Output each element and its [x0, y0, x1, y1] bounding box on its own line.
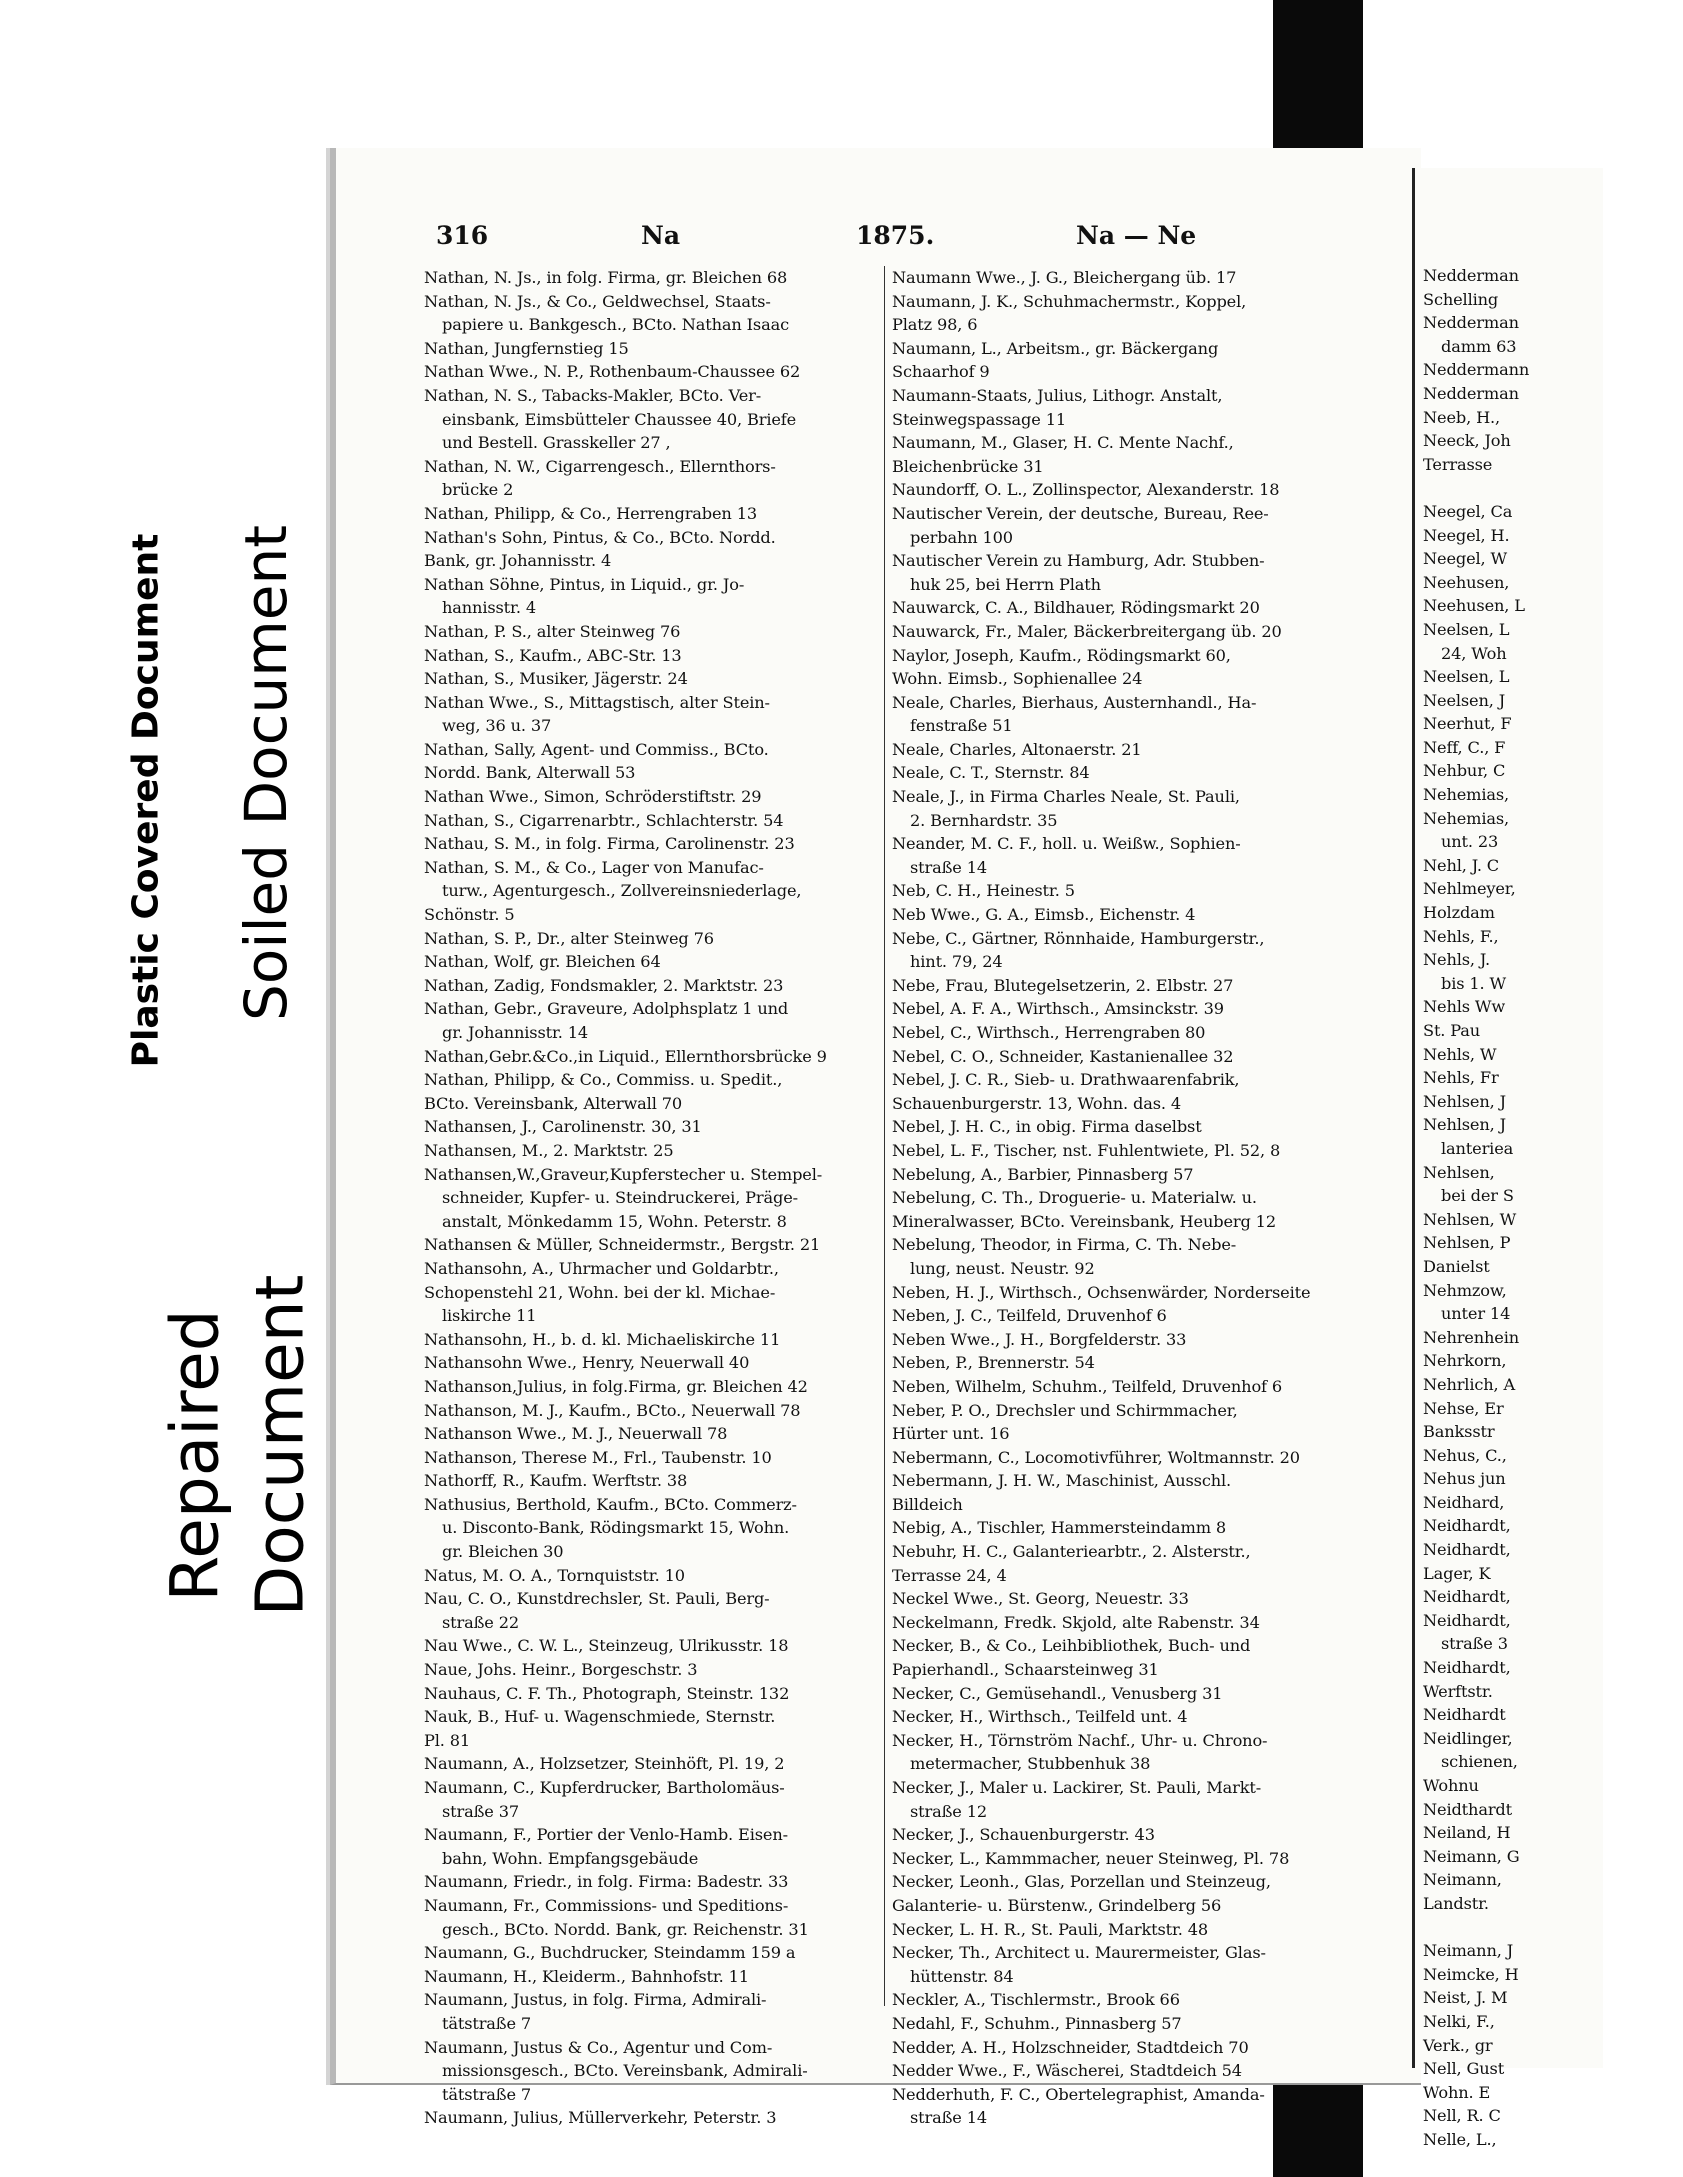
directory-entry-line: Neelsen, L: [1423, 619, 1510, 639]
directory-entry-line: Neale, Charles, Altonaerstr. 21: [892, 739, 1142, 759]
directory-entry-line: Nehus, C.,: [1423, 1445, 1507, 1465]
directory-entry-line: Nathan, S., Kaufm., ABC-Str. 13: [424, 645, 682, 665]
directory-entry-line: Nehus jun: [1423, 1469, 1506, 1489]
directory-entry-line: Wohn. Eimsb., Sophienallee 24: [892, 669, 1143, 689]
directory-entry-line: unt. 23: [1441, 832, 1499, 852]
directory-entry-line: Nathansohn Wwe., Henry, Neuerwall 40: [424, 1353, 750, 1373]
directory-entry-line: Nehrkorn,: [1423, 1351, 1507, 1371]
directory-entry-line: Necker, Leonh., Glas, Porzellan und Steinzeug,: [892, 1872, 1271, 1892]
directory-entry-line: Naumann, Friedr., in folg. Firma: Badestr. 33: [424, 1872, 789, 1892]
directory-entry-line: Steinwegspassage 11: [892, 409, 1066, 429]
directory-entry-line: fenstraße 51: [910, 716, 1013, 736]
directory-entry-line: missionsgesch., BCto. Vereinsbank, Admirali-: [442, 2061, 808, 2081]
facing-page: [1412, 168, 1603, 2149]
directory-entry-line: metermacher, Stubbenhuk 38: [910, 1754, 1151, 1774]
directory-entry-line: Nebel, A. F. A., Wirthsch., Amsinckstr. 39: [892, 999, 1224, 1019]
directory-entry-line: Neelsen, L: [1423, 667, 1510, 687]
directory-entry-line: Neddermann: [1423, 360, 1530, 380]
directory-entry-line: Nell, R. C: [1423, 2106, 1501, 2126]
directory-entry-line: Nedahl, F., Schuhm., Pinnasberg 57: [892, 2013, 1182, 2033]
directory-entry-line: Nehl, J. C: [1423, 855, 1500, 875]
directory-entry-line: Naumann, Justus & Co., Agentur und Com-: [424, 2037, 773, 2057]
directory-entry-line: Neimann, J: [1423, 1941, 1514, 1961]
directory-entry-line: Nebel, J. H. C., in obig. Firma daselbst: [892, 1117, 1202, 1137]
directory-entry-line: straße 37: [442, 1801, 519, 1821]
directory-entry-line: lanteriea: [1441, 1138, 1514, 1158]
directory-entry-line: Nehlsen,: [1423, 1162, 1495, 1182]
directory-entry-line: Nathau, S. M., in folg. Firma, Carolinenstr. 23: [424, 834, 795, 854]
directory-entry-line: Nelle, L.,: [1423, 2129, 1497, 2149]
directory-entry-line: Natus, M. O. A., Tornquiststr. 10: [424, 1565, 685, 1585]
directory-entry-line: Nehse, Er: [1423, 1398, 1504, 1418]
directory-entry-line: Hürter unt. 16: [892, 1424, 1010, 1444]
directory-entry-line: Nathansen, M., 2. Marktstr. 25: [424, 1140, 674, 1160]
directory-entry-line: Nathan, Wolf, gr. Bleichen 64: [424, 952, 661, 972]
directory-entry-line: Nathan, N. Js., in folg. Firma, gr. Bleichen 68: [424, 268, 788, 287]
directory-entry-line: Terrasse: [1423, 454, 1493, 474]
directory-entry-line: Galanterie- u. Bürstenw., Grindelberg 56: [892, 1895, 1222, 1915]
directory-entry-line: Nathan, Gebr., Graveure, Adolphsplatz 1 und: [424, 999, 789, 1019]
directory-entry-line: Neander, M. C. F., holl. u. Weißw., Sophien-: [892, 834, 1241, 854]
directory-entry-line: Nehlsen, J: [1423, 1115, 1506, 1135]
directory-entry-line: Nathan, Philipp, & Co., Commiss. u. Spedit.,: [424, 1070, 783, 1090]
directory-entry-line: Nebe, Frau, Blutegelsetzerin, 2. Elbstr. 27: [892, 975, 1234, 995]
directory-entry-line: Nehls, Fr: [1423, 1068, 1499, 1088]
directory-entry-line: Neist, J. M: [1423, 1988, 1508, 2008]
directory-entry-line: Nathansohn, A., Uhrmacher und Goldarbtr.,: [424, 1258, 779, 1278]
directory-entry-line: Nebel, C., Wirthsch., Herrengraben 80: [892, 1023, 1206, 1042]
directory-entry-line: lung, neust. Neustr. 92: [910, 1258, 1095, 1278]
directory-entry-line: Necker, B., & Co., Leihbibliothek, Buch- und: [892, 1636, 1251, 1656]
directory-entry-line: Nathorff, R., Kaufm. Werftstr. 38: [424, 1471, 688, 1491]
directory-entry-line: bei der S: [1441, 1186, 1514, 1206]
directory-entry-line: Billdeich: [892, 1494, 963, 1514]
directory-entry-line: Nehlsen, W: [1423, 1209, 1517, 1229]
page-number: 316: [436, 221, 489, 250]
plastic-covered-label: Plastic Covered Document: [116, 495, 176, 1105]
directory-entry-line: Schaarhof 9: [892, 362, 990, 382]
right-column-fragment: [1423, 264, 1683, 2152]
directory-entry-line: Necker, L., Kammmacher, neuer Steinweg, Pl. 78: [892, 1848, 1290, 1868]
directory-entry-line: Nathan, S. M., & Co., Lager von Manufac-: [424, 857, 764, 877]
directory-entry-line: papiere u. Bankgesch., BCto. Nathan Isaac: [442, 315, 789, 335]
directory-entry-line: Naundorff, O. L., Zollinspector, Alexanderstr. 18: [892, 480, 1280, 500]
directory-entry-line: [1423, 1916, 1683, 1940]
directory-entry-line: Landstr.: [1423, 1893, 1489, 1913]
directory-entry-line: Nathansen,W.,Graveur,Kupferstecher u. Stempel-: [424, 1164, 823, 1184]
directory-entry-line: Neben, Wilhelm, Schuhm., Teilfeld, Druvenhof 6: [892, 1376, 1283, 1396]
directory-entry-line: Naumann, J. K., Schuhmachermstr., Koppel,: [892, 291, 1247, 311]
directory-entry-line: Necker, J., Maler u. Lackirer, St. Pauli, Markt-: [892, 1778, 1262, 1797]
directory-entry-line: Nebelung, C. Th., Droguerie- u. Materialw. u.: [892, 1188, 1257, 1208]
directory-entry-line: Nedder, A. H., Holzschneider, Stadtdeich 70: [892, 2037, 1249, 2057]
directory-entry-line: Nathan's Sohn, Pintus, & Co., BCto. Nordd.: [424, 527, 776, 547]
directory-entry-line: straße 14: [910, 857, 987, 877]
directory-entry-line: Nebelung, Theodor, in Firma, C. Th. Nebe-: [892, 1235, 1237, 1255]
directory-entry-line: Nedderhuth, F. C., Obertelegraphist, Amanda-: [892, 2084, 1265, 2104]
directory-entry-line: Nell, Gust: [1423, 2059, 1505, 2079]
directory-entry-line: Naumann Wwe., J. G., Bleichergang üb. 17: [892, 268, 1237, 287]
directory-entry-line: Nehmzow,: [1423, 1280, 1507, 1300]
directory-entry-line: Verk., gr: [1423, 2035, 1493, 2055]
directory-entry-line: Nathan, Sally, Agent- und Commiss., BCto.: [424, 739, 769, 759]
directory-entry-line: Neeb, H.,: [1423, 407, 1501, 427]
directory-entry-line: straße 22: [442, 1612, 519, 1632]
directory-entry-line: bis 1. W: [1441, 973, 1507, 993]
directory-entry-line: Schönstr. 5: [424, 905, 515, 925]
directory-entry-line: straße 3: [1441, 1634, 1508, 1654]
directory-entry-line: Neimcke, H: [1423, 1964, 1519, 1984]
directory-entry-line: Naumann, G., Buchdrucker, Steindamm 159 a: [424, 1943, 796, 1963]
directory-entry-line: Nathan Wwe., S., Mittagstisch, alter Stein-: [424, 692, 770, 712]
directory-entry-line: Nathan, N. S., Tabacks-Makler, BCto. Ver-: [424, 385, 762, 405]
directory-entry-line: Necker, H., Törnström Nachf., Uhr- u. Chrono-: [892, 1730, 1268, 1750]
directory-page: [330, 148, 1421, 2128]
directory-entry-line: Nebe, C., Gärtner, Rönnhaide, Hamburgerstr.,: [892, 928, 1265, 948]
directory-entry-line: Nathan, S., Cigarrenarbtr., Schlachterstr. 54: [424, 810, 784, 830]
directory-entry-line: Wohnu: [1423, 1776, 1479, 1795]
directory-entry-line: gr. Johannisstr. 14: [442, 1023, 589, 1042]
directory-entry-line: turw., Agenturgesch., Zollvereinsniederlage,: [442, 881, 802, 901]
directory-entry-line: Nathan Söhne, Pintus, in Liquid., gr. Jo-: [424, 574, 745, 594]
directory-entry-line: Nathan,Gebr.&Co.,in Liquid., Ellernthorsbrücke 9: [424, 1046, 827, 1066]
directory-entry-line: Naylor, Joseph, Kaufm., Rödingsmarkt 60,: [892, 645, 1231, 665]
directory-entry-line: anstalt, Mönkedamm 15, Wohn. Peterstr. 8: [442, 1211, 787, 1231]
directory-entry-line: perbahn 100: [910, 527, 1013, 547]
directory-entry-line: Necker, Th., Architect u. Maurermeister, Glas-: [892, 1943, 1266, 1963]
directory-entry-line: Neeck, Joh: [1423, 431, 1511, 451]
directory-entry-line: Neimann, G: [1423, 1846, 1520, 1866]
directory-entry-line: Nathan Wwe., N. P., Rothenbaum-Chaussee 62: [424, 362, 801, 382]
directory-entry-line: Nauwarck, Fr., Maler, Bäckerbreitergang üb. 20: [892, 621, 1282, 641]
directory-entry-line: brücke 2: [442, 480, 514, 500]
directory-entry-line: Schopenstehl 21, Wohn. bei der kl. Michae-: [424, 1282, 776, 1302]
directory-entry-line: Nathansohn, H., b. d. kl. Michaeliskirche 11: [424, 1329, 781, 1349]
middle-column: [892, 266, 1332, 2130]
directory-entry-line: Danielst: [1423, 1256, 1490, 1276]
directory-entry-line: huk 25, bei Herrn Plath: [910, 574, 1101, 594]
directory-entry-line: weg, 36 u. 37: [442, 716, 552, 736]
directory-entry-line: Nathan, S., Musiker, Jägerstr. 24: [424, 669, 688, 689]
directory-entry-line: Neben Wwe., J. H., Borgfelderstr. 33: [892, 1329, 1187, 1349]
directory-entry-line: Neidthardt: [1423, 1799, 1512, 1819]
directory-entry-line: Naumann, A., Holzsetzer, Steinhöft, Pl. 19, 2: [424, 1754, 785, 1774]
directory-entry-line: Neber, P. O., Drechsler und Schirmmacher,: [892, 1400, 1238, 1420]
column-divider: [884, 266, 885, 2006]
directory-entry-line: Neben, H. J., Wirthsch., Ochsenwärder, Norderseite: [892, 1282, 1311, 1302]
directory-entry-line: hüttenstr. 84: [910, 1966, 1014, 1986]
directory-entry-line: Necker, H., Wirthsch., Teilfeld unt. 4: [892, 1707, 1188, 1727]
directory-entry-line: Nathan Wwe., Simon, Schröderstiftstr. 29: [424, 787, 762, 807]
directory-entry-line: Naumann, H., Kleiderm., Bahnhofstr. 11: [424, 1966, 749, 1986]
directory-entry-line: Nathan, S. P., Dr., alter Steinweg 76: [424, 928, 714, 948]
directory-entry-line: Bleichenbrücke 31: [892, 456, 1044, 476]
directory-entry-line: Papierhandl., Schaarsteinweg 31: [892, 1660, 1159, 1680]
directory-entry-line: Nathan, Jungfernstieg 15: [424, 338, 629, 358]
directory-entry-line: Nehemias,: [1423, 785, 1510, 805]
directory-entry-line: Lager, K: [1423, 1563, 1491, 1583]
directory-entry-line: Nehls, J.: [1423, 950, 1490, 970]
directory-entry-line: Naumann, M., Glaser, H. C. Mente Nachf.,: [892, 433, 1234, 453]
page-header: [436, 221, 1386, 257]
directory-entry-line: Nathansen & Müller, Schneidermstr., Bergstr. 21: [424, 1235, 821, 1255]
directory-entry-line: Nehlsen, P: [1423, 1233, 1511, 1253]
directory-entry-line: Nau Wwe., C. W. L., Steinzeug, Ulrikusstr. 18: [424, 1636, 789, 1656]
directory-entry-line: Naumann, L., Arbeitsm., gr. Bäckergang: [892, 338, 1219, 358]
directory-entry-line: Nathan, Zadig, Fondsmakler, 2. Marktstr. 23: [424, 975, 784, 995]
directory-entry-line: Naumann, Justus, in folg. Firma, Admirali-: [424, 1990, 767, 2010]
directory-entry-line: Nathusius, Berthold, Kaufm., BCto. Commerz-: [424, 1494, 797, 1514]
directory-entry-line: BCto. Vereinsbank, Alterwall 70: [424, 1093, 683, 1113]
black-stripe-top: [1273, 0, 1363, 165]
directory-entry-line: Nebel, C. O., Schneider, Kastanienallee 32: [892, 1046, 1234, 1066]
directory-entry-line: Nehrlich, A: [1423, 1374, 1516, 1394]
directory-entry-line: Nelki, F.,: [1423, 2011, 1495, 2031]
directory-entry-line: 2. Bernhardstr. 35: [910, 810, 1058, 830]
directory-entry-line: Nebuhr, H. C., Galanteriearbtr., 2. Alsterstr.,: [892, 1542, 1251, 1562]
directory-entry-line: Neidhardt,: [1423, 1587, 1511, 1607]
directory-entry-line: Neidhardt,: [1423, 1516, 1511, 1536]
directory-entry-line: Wohn. E: [1423, 2082, 1491, 2102]
directory-entry-line: 24, Woh: [1441, 643, 1507, 663]
directory-entry-line: Nehlmeyer,: [1423, 879, 1516, 899]
directory-entry-line: Platz 98, 6: [892, 315, 978, 335]
directory-entry-line: Nathan, N. W., Cigarrengesch., Ellernthors-: [424, 456, 776, 476]
directory-entry-line: Neben, J. C., Teilfeld, Druvenhof 6: [892, 1306, 1167, 1326]
directory-entry-line: Neerhut, F: [1423, 714, 1512, 734]
directory-entry-line: Nordd. Bank, Alterwall 53: [424, 763, 636, 783]
directory-entry-line: Nathansen, J., Carolinenstr. 30, 31: [424, 1117, 702, 1137]
directory-entry-line: Neckelmann, Fredk. Skjold, alte Rabenstr. 34: [892, 1612, 1260, 1632]
directory-entry-line: einsbank, Eimsbütteler Chaussee 40, Briefe: [442, 409, 797, 429]
directory-entry-line: Mineralwasser, BCto. Vereinsbank, Heuberg 12: [892, 1211, 1276, 1231]
directory-entry-line: Nedderman: [1423, 313, 1519, 333]
directory-entry-line: Neimann,: [1423, 1870, 1502, 1890]
directory-entry-line: gr. Bleichen 30: [442, 1542, 564, 1562]
directory-entry-line: Neidhardt: [1423, 1705, 1506, 1725]
directory-entry-line: Nathanson,Julius, in folg.Firma, gr. Bleichen 42: [424, 1376, 808, 1396]
directory-entry-line: Nebel, J. C. R., Sieb- u. Drathwaarenfabrik,: [892, 1070, 1240, 1090]
directory-entry-line: Nautischer Verein zu Hamburg, Adr. Stubben-: [892, 551, 1265, 571]
directory-entry-line: Neckler, A., Tischlermstr., Brook 66: [892, 1990, 1180, 2010]
directory-entry-line: Nehls, W: [1423, 1044, 1497, 1064]
directory-entry-line: tätstraße 7: [442, 2013, 532, 2033]
directory-entry-line: Nebel, L. F., Tischer, nst. Fuhlentwiete, Pl. 52, 8: [892, 1140, 1281, 1160]
directory-entry-line: unter 14: [1441, 1304, 1511, 1324]
directory-entry-line: Holzdam: [1423, 903, 1495, 923]
directory-entry-line: und Bestell. Grasskeller 27 ,: [442, 433, 671, 453]
directory-entry-line: liskirche 11: [442, 1306, 537, 1326]
directory-entry-line: Neale, Charles, Bierhaus, Austernhandl., Ha-: [892, 692, 1257, 712]
directory-entry-line: bahn, Wohn. Empfangsgebäude: [442, 1848, 699, 1868]
year: 1875.: [856, 221, 935, 250]
directory-entry-line: Nathan, N. Js., & Co., Geldwechsel, Staats-: [424, 291, 771, 311]
directory-entry-line: Nebermann, J. H. W., Maschinist, Ausschl.: [892, 1471, 1232, 1491]
left-key: Na: [641, 221, 681, 250]
directory-entry-line: Schelling: [1423, 289, 1499, 309]
directory-entry-line: tätstraße 7: [442, 2084, 532, 2104]
directory-entry-line: Werftstr.: [1423, 1681, 1493, 1701]
directory-entry-line: Nauk, B., Huf- u. Wagenschmiede, Sternstr.: [424, 1707, 776, 1727]
directory-entry-line: Nehbur, C: [1423, 761, 1506, 781]
directory-entry-line: u. Disconto-Bank, Rödingsmarkt 15, Wohn.: [442, 1518, 790, 1538]
directory-entry-line: Nauhaus, C. F. Th., Photograph, Steinstr. 132: [424, 1683, 790, 1703]
directory-entry-line: Neidhard,: [1423, 1492, 1505, 1512]
directory-entry-line: Neckel Wwe., St. Georg, Neuestr. 33: [892, 1589, 1189, 1609]
directory-entry-line: Neehusen, L: [1423, 596, 1525, 616]
directory-entry-line: Neegel, W: [1423, 549, 1508, 569]
directory-entry-line: Nedderman: [1423, 266, 1519, 285]
directory-entry-line: Neelsen, J: [1423, 690, 1506, 710]
directory-entry-line: Bank, gr. Johannisstr. 4: [424, 551, 612, 571]
repaired-document-label: Document: [235, 1200, 325, 1690]
directory-entry-line: Nathanson, M. J., Kaufm., BCto., Neuerwall 78: [424, 1400, 801, 1420]
directory-entry-line: Neale, C. T., Sternstr. 84: [892, 763, 1090, 783]
directory-entry-line: Naumann, F., Portier der Venlo-Hamb. Eisen-: [424, 1825, 788, 1845]
directory-entry-line: [1423, 476, 1683, 500]
directory-entry-line: Nehls Ww: [1423, 997, 1506, 1017]
soiled-document-label: Soiled Document: [225, 468, 307, 1078]
directory-entry-line: Nehrenhein: [1423, 1327, 1520, 1347]
directory-entry-line: straße 14: [910, 2108, 987, 2128]
directory-entry-line: Banksstr: [1423, 1422, 1495, 1442]
directory-entry-line: Neehusen,: [1423, 572, 1510, 592]
directory-entry-line: Neben, P., Brennerstr. 54: [892, 1353, 1095, 1373]
directory-entry-line: Nebelung, A., Barbier, Pinnasberg 57: [892, 1164, 1194, 1184]
directory-entry-line: Neb Wwe., G. A., Eimsb., Eichenstr. 4: [892, 905, 1196, 925]
directory-entry-line: Neale, J., in Firma Charles Neale, St. Pauli,: [892, 787, 1240, 807]
directory-entry-line: Nau, C. O., Kunstdrechsler, St. Pauli, Berg-: [424, 1589, 770, 1609]
directory-entry-line: Naumann-Staats, Julius, Lithogr. Anstalt,: [892, 385, 1223, 405]
directory-entry-line: Neegel, Ca: [1423, 501, 1513, 521]
directory-entry-line: Naumann, Julius, Müllerverkehr, Peterstr. 3: [424, 2108, 777, 2128]
directory-entry-line: Nautischer Verein, der deutsche, Bureau, Ree-: [892, 503, 1269, 523]
directory-entry-line: hint. 79, 24: [910, 952, 1003, 972]
directory-entry-line: Neidhardt,: [1423, 1540, 1511, 1560]
directory-entry-line: Necker, C., Gemüsehandl., Venusberg 31: [892, 1683, 1223, 1703]
directory-entry-line: Naumann, C., Kupferdrucker, Bartholomäus-: [424, 1778, 785, 1797]
directory-entry-line: Nathanson Wwe., M. J., Neuerwall 78: [424, 1424, 728, 1444]
repaired-label: Repaired: [140, 1235, 250, 1675]
directory-entry-line: Nedder Wwe., F., Wäscherei, Stadtdeich 54: [892, 2061, 1242, 2081]
directory-entry-line: Neidlinger,: [1423, 1728, 1513, 1748]
directory-entry-line: Neiland, H: [1423, 1823, 1511, 1843]
directory-entry-line: Nauwarck, C. A., Bildhauer, Rödingsmarkt 20: [892, 598, 1260, 618]
directory-entry-line: Neidhardt,: [1423, 1658, 1511, 1678]
directory-entry-line: Nathan, Philipp, & Co., Herrengraben 13: [424, 503, 758, 523]
directory-entry-line: Neff, C., F: [1423, 737, 1506, 757]
directory-entry-line: Nathanson, Therese M., Frl., Taubenstr. 10: [424, 1447, 772, 1467]
directory-entry-line: Neidhardt,: [1423, 1610, 1511, 1630]
directory-entry-line: hannisstr. 4: [442, 598, 536, 618]
directory-entry-line: Nehemias,: [1423, 808, 1510, 828]
directory-entry-line: Nebig, A., Tischler, Hammersteindamm 8: [892, 1518, 1227, 1538]
directory-entry-line: Naumann, Fr., Commissions- und Speditions-: [424, 1895, 789, 1915]
directory-entry-line: Terrasse 24, 4: [892, 1565, 1007, 1585]
directory-entry-line: schneider, Kupfer- u. Steindruckerei, Präge-: [442, 1188, 798, 1208]
directory-entry-line: Nebermann, C., Locomotivführer, Woltmannstr. 20: [892, 1447, 1300, 1467]
directory-entry-line: Nedderman: [1423, 383, 1519, 403]
directory-entry-line: Necker, L. H. R., St. Pauli, Marktstr. 48: [892, 1919, 1209, 1939]
directory-entry-line: Nehls, F.,: [1423, 926, 1499, 946]
directory-entry-line: St. Pau: [1423, 1021, 1481, 1040]
directory-entry-line: Neegel, H.: [1423, 525, 1510, 545]
directory-entry-line: gesch., BCto. Nordd. Bank, gr. Reichenstr. 31: [442, 1919, 809, 1939]
directory-entry-line: damm 63: [1441, 336, 1517, 356]
directory-entry-line: Nehlsen, J: [1423, 1091, 1506, 1111]
directory-entry-line: Necker, J., Schauenburgerstr. 43: [892, 1825, 1155, 1845]
directory-entry-line: Nathan, P. S., alter Steinweg 76: [424, 621, 681, 641]
right-key: Na — Ne: [1076, 221, 1197, 250]
directory-entry-line: straße 12: [910, 1801, 987, 1821]
left-column: [424, 266, 864, 2130]
directory-entry-line: Naue, Johs. Heinr., Borgeschstr. 3: [424, 1660, 698, 1680]
directory-entry-line: Schauenburgerstr. 13, Wohn. das. 4: [892, 1093, 1182, 1113]
directory-entry-line: schienen,: [1441, 1752, 1518, 1772]
directory-entry-line: Pl. 81: [424, 1730, 471, 1750]
directory-entry-line: Neb, C. H., Heinestr. 5: [892, 881, 1075, 901]
